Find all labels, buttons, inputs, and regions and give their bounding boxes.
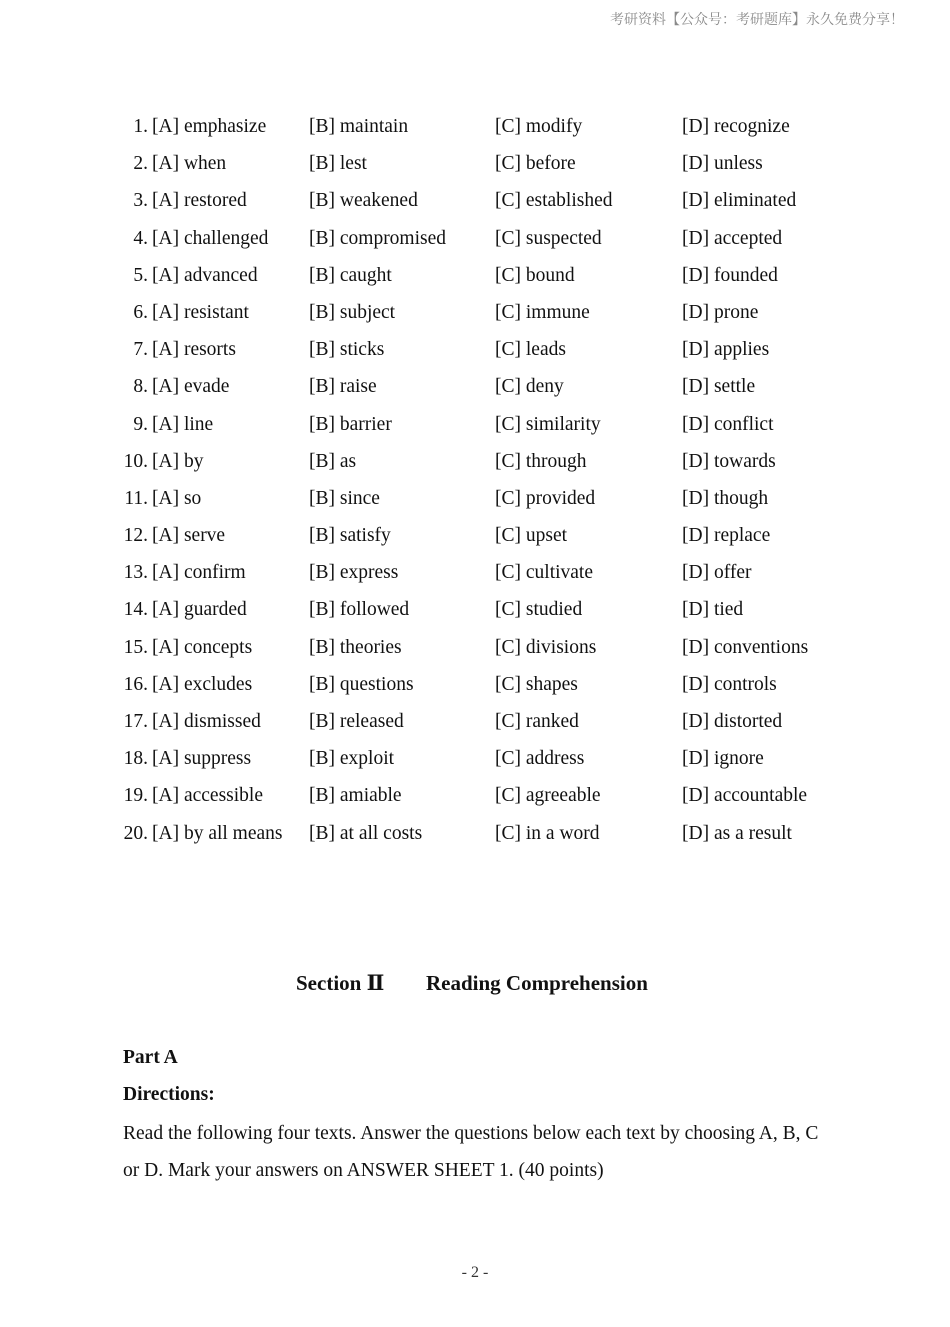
option-b: [B] subject <box>309 301 396 323</box>
option-b: [B] followed <box>309 599 410 621</box>
option-b: [B] maintain <box>309 116 409 137</box>
option-c: [C] address <box>495 748 585 770</box>
option-a: [A] line <box>152 413 214 435</box>
option-d: [D] unless <box>682 153 763 175</box>
option-d: [D] replace <box>682 525 771 547</box>
option-a: [A] guarded <box>152 599 247 621</box>
question-number: 15. <box>123 636 148 658</box>
section-label: Section Ⅱ <box>296 971 385 995</box>
question-number: 10. <box>123 450 148 472</box>
option-b: [B] released <box>309 711 404 732</box>
option-b: [B] amiable <box>309 785 402 807</box>
option-b: [B] questions <box>309 673 414 695</box>
option-row <box>0 406 950 443</box>
option-a: [A] resorts <box>152 339 236 361</box>
option-b: [B] exploit <box>309 748 395 770</box>
option-c: [C] suspected <box>495 227 602 249</box>
option-row <box>0 591 950 628</box>
question-number: 20. <box>123 822 148 844</box>
option-row <box>0 740 950 777</box>
option-b: [B] since <box>309 487 380 509</box>
option-d: [D] as a result <box>682 822 792 844</box>
option-d: [D] recognize <box>682 116 790 137</box>
option-row <box>0 182 950 219</box>
option-a: [A] excludes <box>152 673 253 695</box>
question-number: 16. <box>123 673 148 695</box>
question-number: 1. <box>133 116 148 137</box>
option-d: [D] founded <box>682 264 778 286</box>
option-row <box>0 108 950 145</box>
option-row <box>0 257 950 294</box>
directions-label: Directions: <box>123 1084 215 1105</box>
option-d: [D] eliminated <box>682 190 797 212</box>
option-c: [C] before <box>495 153 576 175</box>
option-b: [B] sticks <box>309 339 385 361</box>
option-a: [A] serve <box>152 525 226 547</box>
option-b: [B] satisfy <box>309 525 391 547</box>
option-c: [C] leads <box>495 339 566 361</box>
option-d: [D] prone <box>682 301 759 323</box>
option-a: [A] concepts <box>152 636 253 658</box>
option-d: [D] offer <box>682 562 752 584</box>
option-a: [A] resistant <box>152 301 249 323</box>
question-number: 3. <box>133 190 148 212</box>
option-b: [B] compromised <box>309 227 447 249</box>
option-a: [A] confirm <box>152 562 246 584</box>
option-c: [C] agreeable <box>495 785 601 807</box>
option-c: [C] established <box>495 190 613 212</box>
option-d: [D] conventions <box>682 636 809 658</box>
question-number: 12. <box>123 525 148 547</box>
option-b: [B] express <box>309 562 399 584</box>
question-number: 5. <box>133 264 148 286</box>
option-b: [B] barrier <box>309 413 392 435</box>
option-d: [D] tied <box>682 599 744 621</box>
option-row <box>0 517 950 554</box>
option-a: [A] suppress <box>152 748 252 770</box>
option-a: [A] so <box>152 487 202 509</box>
option-c: [C] provided <box>495 487 596 509</box>
option-a: [A] by <box>152 450 204 472</box>
question-number: 2. <box>133 153 148 175</box>
question-number: 14. <box>123 599 148 621</box>
watermark-text: 考研资料【公众号：考研题库】永久免费分享！ <box>610 12 904 28</box>
option-a: [A] restored <box>152 190 247 212</box>
question-number: 6. <box>133 301 148 323</box>
answer-options-list <box>0 108 950 852</box>
option-row <box>0 368 950 405</box>
option-c: [C] cultivate <box>495 562 594 584</box>
option-d: [D] settle <box>682 376 756 398</box>
option-a: [A] challenged <box>152 227 269 249</box>
option-c: [C] studied <box>495 599 583 621</box>
option-b: [B] at all costs <box>309 822 423 844</box>
option-row <box>0 815 950 852</box>
option-row <box>0 629 950 666</box>
option-row <box>0 220 950 257</box>
option-d: [D] conflict <box>682 413 774 435</box>
option-b: [B] raise <box>309 376 377 398</box>
directions-text: Read the following four texts. Answer the questions below each text by choosing A, B, C or D. Mark your answers on ANSWER SHEET 1. (40 points) <box>123 1123 819 1181</box>
page-number: - 2 - <box>461 1264 489 1281</box>
option-row <box>0 777 950 814</box>
option-a: [A] emphasize <box>152 116 267 137</box>
option-row <box>0 554 950 591</box>
option-b: [B] as <box>309 450 357 472</box>
question-number: 8. <box>133 376 148 398</box>
question-number: 11. <box>124 487 148 509</box>
option-c: [C] ranked <box>495 711 579 732</box>
option-a: [A] dismissed <box>152 711 261 732</box>
option-row <box>0 145 950 182</box>
option-c: [C] in a word <box>495 822 600 844</box>
question-number: 18. <box>123 748 148 770</box>
option-row <box>0 703 950 740</box>
question-number: 7. <box>133 339 148 361</box>
section-title: Reading Comprehension <box>426 971 648 995</box>
question-number: 17. <box>123 711 148 732</box>
option-d: [D] accepted <box>682 227 783 249</box>
option-d: [D] though <box>682 487 769 509</box>
option-d: [D] applies <box>682 339 770 361</box>
option-a: [A] advanced <box>152 264 258 286</box>
option-b: [B] theories <box>309 636 402 658</box>
option-c: [C] immune <box>495 301 590 323</box>
option-b: [B] caught <box>309 264 392 286</box>
option-c: [C] divisions <box>495 636 597 658</box>
option-c: [C] through <box>495 450 587 472</box>
option-row <box>0 480 950 517</box>
option-a: [A] by all means <box>152 822 283 844</box>
option-b: [B] weakened <box>309 190 418 212</box>
question-number: 13. <box>123 562 148 584</box>
option-a: [A] accessible <box>152 785 263 807</box>
option-b: [B] lest <box>309 153 367 175</box>
option-row <box>0 294 950 331</box>
question-number: 4. <box>133 227 148 249</box>
option-d: [D] ignore <box>682 748 764 770</box>
option-c: [C] bound <box>495 264 575 286</box>
option-d: [D] distorted <box>682 711 783 732</box>
question-number: 19. <box>123 785 148 807</box>
option-a: [A] evade <box>152 376 230 398</box>
question-number: 9. <box>133 413 148 435</box>
option-c: [C] upset <box>495 525 568 547</box>
option-row <box>0 443 950 480</box>
option-c: [C] shapes <box>495 673 578 695</box>
option-row <box>0 331 950 368</box>
option-d: [D] controls <box>682 673 777 695</box>
option-c: [C] similarity <box>495 413 601 435</box>
option-c: [C] deny <box>495 376 564 398</box>
option-d: [D] towards <box>682 450 776 472</box>
option-c: [C] modify <box>495 116 583 137</box>
option-d: [D] accountable <box>682 785 808 807</box>
option-a: [A] when <box>152 153 227 175</box>
part-heading: Part A <box>123 1047 178 1068</box>
option-row <box>0 666 950 703</box>
